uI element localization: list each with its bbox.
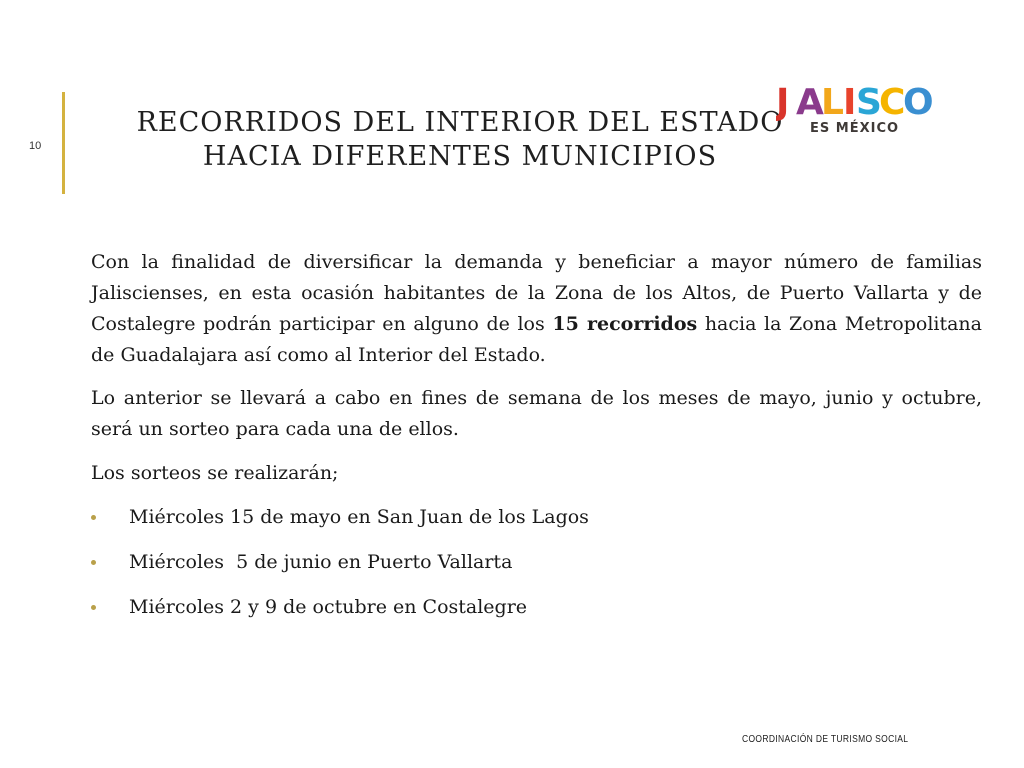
list-item: [91, 592, 982, 623]
slide-number: 10: [29, 140, 42, 152]
paragraph-intro: [91, 247, 982, 371]
title-line-2: HACIA DIFERENTES MUNICIPIOS: [202, 141, 718, 172]
logo-letter-c: C: [879, 82, 906, 123]
logo-letter-a: A: [796, 82, 824, 123]
logo-letter-o: O: [903, 82, 934, 123]
list-item: [91, 547, 982, 578]
paragraph-intro-highlight: 15 recorridos: [552, 313, 698, 335]
paragraph-intro-start: Con la finalidad de diversificar la demanda y beneficiar a mayor número de familias Jaliscienses, en esta ocasión habitantes de la Zona de los Altos, de Puerto Vallarta y de Costalegre podrán participar en alguno de los: [91, 251, 982, 335]
jalisco-logo-graphic: [776, 78, 940, 142]
logo-letter-i: I: [843, 82, 857, 123]
logo-letter-l: L: [821, 82, 844, 123]
paragraph-intro-end: hacia la Zona Metropolitana de Guadalajara así como al Interior del Estado.: [91, 313, 982, 366]
title-line-1: RECORRIDOS DEL INTERIOR DEL ESTADO: [136, 107, 784, 138]
list-item-text: Miércoles 5 de junio en Puerto Vallarta: [129, 551, 513, 573]
paragraph-draws-heading: Los sorteos se realizarán;: [91, 462, 339, 484]
slide-body: [91, 247, 982, 637]
list-item-text: Miércoles 2 y 9 de octubre en Costalegre: [129, 596, 528, 618]
bullet-dot: [91, 605, 96, 610]
slide-title: [100, 106, 820, 174]
footer-organization: COORDINACIÓN DE TURISMO SOCIAL: [742, 734, 909, 745]
paragraph-schedule: Lo anterior se llevará a cabo en fines de semana de los meses de mayo, junio y octubre, será un sorteo para cada una de ellos.: [91, 387, 982, 440]
jalisco-logo: [776, 78, 940, 142]
logo-tagline: ES MÉXICO: [810, 121, 900, 136]
logo-letter-s: S: [856, 82, 882, 123]
list-item: [91, 502, 982, 533]
accent-bar: [62, 92, 65, 194]
logo-letter-j: J: [776, 82, 790, 123]
list-item-text: Miércoles 15 de mayo en San Juan de los Lagos: [129, 506, 589, 528]
bullet-dot: [91, 560, 96, 565]
bullet-dot: [91, 515, 96, 520]
draw-dates-list: [91, 502, 982, 623]
